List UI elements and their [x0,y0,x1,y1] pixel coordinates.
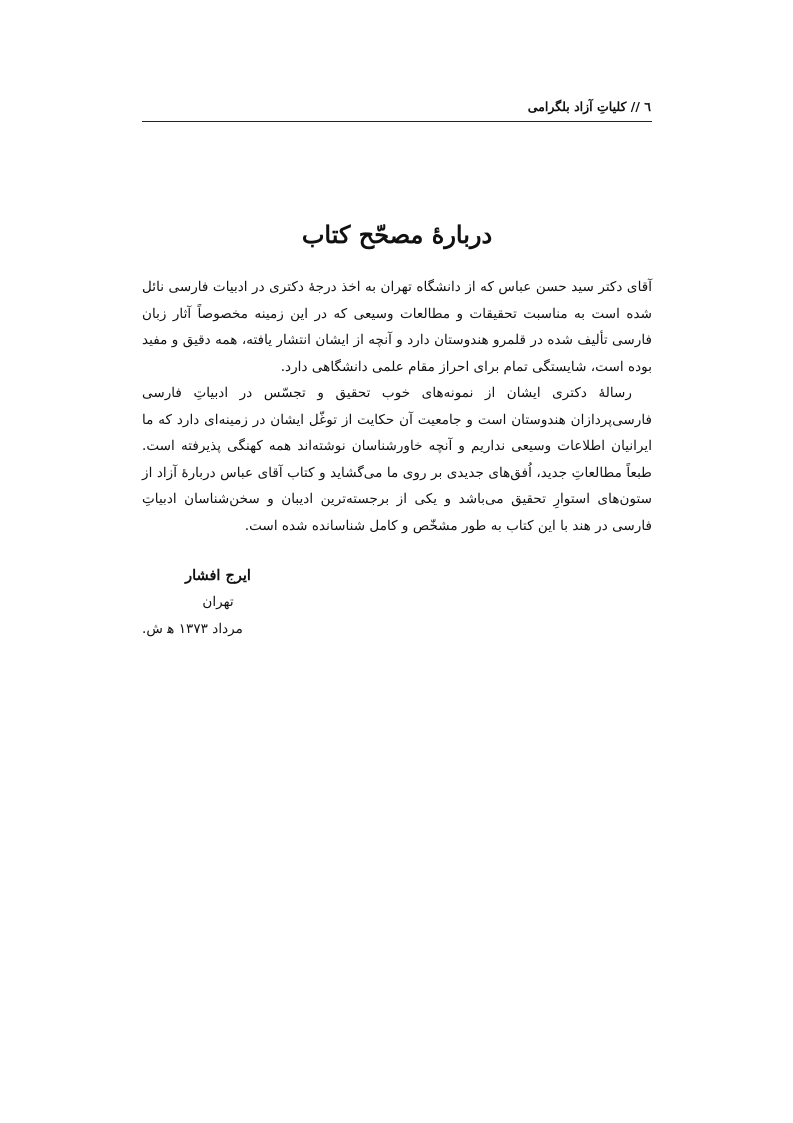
paragraph-2: رسالهٔ دکتری ایشان از نمونه‌های خوب تحقیق و تجسّس در ادبیاتِ فارسی فارسی‌پردازان هندوستان است و جامعیت آن حکایت از توغّل ایشان در زمینه‌ای دارد که ما ایرانیان اطلاعات وسیعی نداریم و آنچه خاورشناسان نوشته‌اند همه کهنگی پذیرفته است. طبعاً مطالعاتِ جدید، اُفق‌های جدیدی بر روی ما می‌گشاید و کتاب آقای عباس دربارهٔ آزاد از ستون‌های استوارِ تحقیق می‌باشد و یکی از برجسته‌ترین ادیبان و سخن‌شناسان ادبیاتِ فارسی در هند با این کتاب به طور مشخّص و کامل شناسانده شده است. [142,385,652,534]
header-rule [142,121,652,122]
running-header: ٦ // كلياتِ آزاد بلگرامی [527,99,651,114]
signature-block [142,562,294,643]
page-title: دربارهٔ مصحّح کتاب [301,220,493,249]
signature-name: ایرج افشار [185,567,251,584]
signature-date: مرداد ۱۳۷۳ ﻫ ش. [142,621,243,637]
paragraph-1: آقای دکتر سید حسن عباس که از دانشگاه تهران به اخذ درجهٔ دکتری در ادبیات فارسی نائل شده است به مناسبت تحقیقات و مطالعات وسیعی که در این زمینه مخصوصاً آثار زبان فارسی تألیف شده در قلمرو هندوستان دارد و آنچه از ایشان انتشار یافته، همه دقیق و مفید بوده است، شایستگی تمام برای احراز مقام علمی دانشگاهی دارد. [142,279,652,375]
signature-place: تهران [202,594,234,610]
body-text [142,274,652,539]
